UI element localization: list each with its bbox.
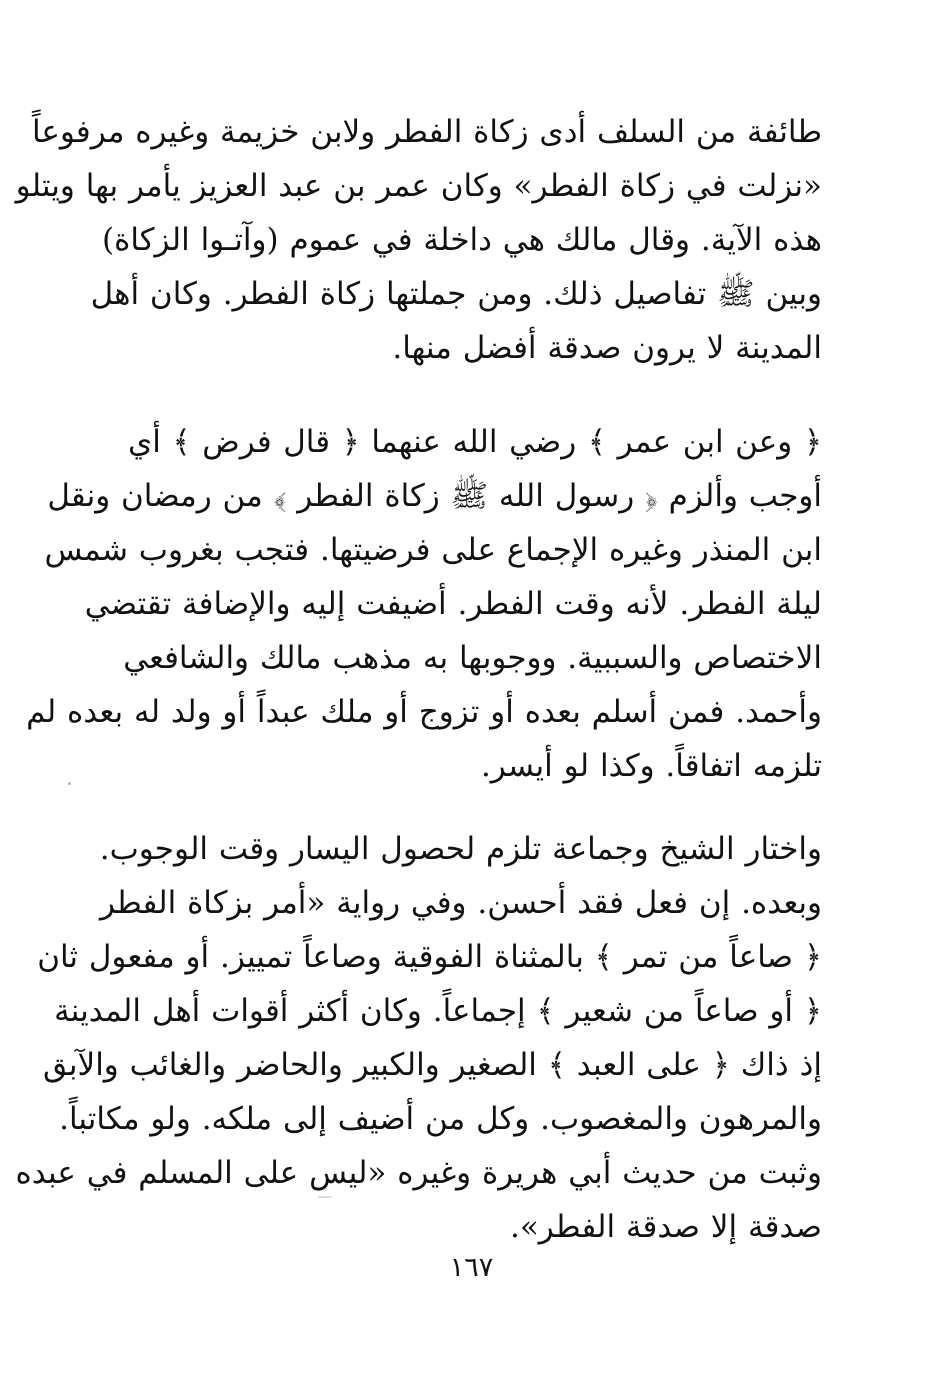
scan-speck bbox=[68, 782, 71, 785]
text-line: واختار الشيخ وجماعة تلزم لحصول اليسار وقت الوجوب. bbox=[99, 831, 822, 867]
text-line: ابن المنذر وغيره الإجماع على فرضيتها. فتجب بغروب شمس bbox=[44, 532, 822, 568]
text-line: الاختصاص والسببية. ووجوبها به مذهب مالك والشافعي bbox=[123, 640, 822, 676]
paragraph-2 bbox=[26, 415, 822, 793]
text-line: إذ ذاك ﴿ على العبد ﴾ الصغير والكبير والحاضر والغائب والآبق bbox=[43, 1047, 822, 1083]
text-line: أوجب وألزم ﴿ رسول الله ﷺ زكاة الفطر ﴾ من رمضان ونقل bbox=[47, 478, 822, 514]
text-line: «نزلت في زكاة الفطر» وكان عمر بن عبد العزيز يأمر بها ويتلو bbox=[15, 168, 822, 204]
text-line: وأحمد. فمن أسلم بعده أو تزوج أو ملك عبداً أو ولد له بعده لم bbox=[26, 694, 822, 730]
text-line: وبين ﷺ تفاصيل ذلك. ومن جملتها زكاة الفطر. وكان أهل bbox=[90, 276, 822, 312]
text-line: تلزمه اتفاقاً. وكذا لو أيسر. bbox=[480, 748, 822, 784]
paragraph-1 bbox=[15, 105, 822, 375]
paragraph-3 bbox=[15, 822, 822, 1254]
text-line: وبعده. إن فعل فقد أحسن. وفي رواية «أمر بزكاة الفطر bbox=[99, 885, 822, 921]
text-line: ﴿ صاعاً من تمر ﴾ بالمثناة الفوقية وصاعاً تمييز. أو مفعول ثان bbox=[37, 939, 822, 975]
page-number: ١٦٧ bbox=[449, 1252, 494, 1283]
text-line: ﴿ أو صاعاً من شعير ﴾ إجماعاً. وكان أكثر أقوات أهل المدينة bbox=[54, 993, 822, 1029]
text-line: ﴿ وعن ابن عمر ﴾ رضي الله عنهما ﴿ قال فرض ﴾ أي bbox=[128, 424, 822, 460]
text-line: ليلة الفطر. لأنه وقت الفطر. أضيفت إليه والإضافة تقتضي bbox=[84, 586, 822, 622]
text-line: وثبت من حديث أبي هريرة وغيره «ليس على المسلم في عبده bbox=[15, 1155, 822, 1191]
text-line: طائفة من السلف أدى زكاة الفطر ولابن خزيمة وغيره مرفوعاً bbox=[31, 114, 822, 150]
scan-speck bbox=[318, 1196, 332, 1198]
text-line: والمرهون والمغصوب. وكل من أضيف إلى ملكه. ولو مكاتباً. bbox=[59, 1101, 822, 1137]
text-line: هذه الآية. وقال مالك هي داخلة في عموم (وآتـوا الزكاة) bbox=[102, 222, 822, 258]
text-line: صدقة إلا صدقة الفطر». bbox=[509, 1209, 822, 1245]
text-line: المدينة لا يرون صدقة أفضل منها. bbox=[392, 330, 822, 366]
